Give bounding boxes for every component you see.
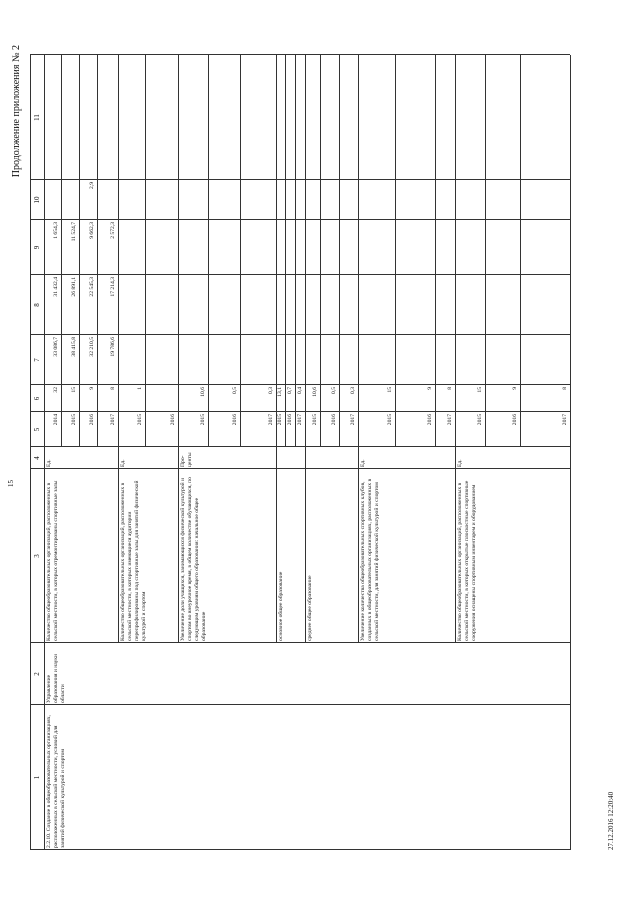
year-cell: 2015: [477, 414, 483, 426]
value-cell-col8: 22 545,3: [89, 277, 95, 297]
value-cell-col7: 19 786,6: [110, 337, 116, 357]
column-border-10: [30, 179, 570, 180]
year-cell: 2015: [312, 414, 318, 426]
year-cell: 2016: [89, 414, 95, 426]
column-header-6: 6: [33, 396, 41, 401]
value-cell-col10: 2,9: [89, 182, 95, 189]
value-cell-col9: 1 654,3: [53, 222, 59, 239]
value-cell-col6: 8: [110, 387, 116, 390]
value-cell-col6: 0,3: [268, 387, 274, 394]
indicator-separator-3: [276, 55, 277, 643]
indicator-name: Количество общеобразовательных организаций, расположенных в сельской местности, в которых отремонтированы спортивные залы: [46, 480, 59, 641]
year-row-border-5-0: [395, 55, 396, 447]
indicator-name: Увеличение доли учащихся, занимающихся физической культурой и спортом во внеурочное время, в общем количестве обучающихся, по следующим уровням общего образования: начальное общее образование: [180, 477, 207, 641]
year-row-border-2-0: [208, 55, 209, 447]
year-cell: 2015: [277, 414, 283, 426]
year-row-border-1-0: [145, 55, 146, 447]
year-cell: 2017: [297, 414, 303, 426]
year-row-border-4-1: [339, 55, 340, 447]
value-cell-col6: 0,3: [350, 387, 356, 394]
value-cell-col6: 8: [562, 387, 568, 390]
value-cell-col6: 10,6: [312, 387, 318, 397]
year-cell: 2015: [71, 414, 77, 426]
year-cell: 2016: [232, 414, 238, 426]
indicator-unit: Ед.: [120, 459, 126, 467]
value-cell-col7: 32 210,5: [89, 337, 95, 357]
value-cell-col6: 9: [427, 387, 433, 390]
indicator-name: Количество общеобразовательных организаций, расположенных в сельской местности, в которых открытые плоскостные спортивные сооружения оснащены спортивным инвентарем и оборудованием: [457, 480, 477, 641]
page-number: 15: [7, 480, 15, 487]
column-header-1: 1: [33, 775, 41, 780]
year-row-border-0-2: [97, 55, 98, 447]
value-cell-col6: 15: [387, 387, 393, 393]
value-cell-col6: 1: [137, 387, 143, 390]
year-row-border-0-1: [79, 55, 80, 447]
year-cell: 2016: [512, 414, 518, 426]
year-cell: 2014: [53, 414, 59, 426]
column-border-0: [30, 849, 570, 850]
column-header-11: 11: [33, 114, 41, 121]
value-cell-col9: 11 524,7: [71, 222, 77, 242]
value-cell-col6: 15: [477, 387, 483, 393]
year-cell: 2016: [287, 414, 293, 426]
column-border-11: [30, 54, 570, 55]
indicator-separator-6: [455, 55, 456, 643]
table-top-border: [30, 55, 31, 850]
year-cell: 2016: [427, 414, 433, 426]
indicator-separator-5: [358, 55, 359, 643]
column-header-3: 3: [33, 554, 41, 558]
column-border-3: [30, 468, 570, 469]
year-cell: 2016: [331, 414, 337, 426]
indicator-name: Увеличение количества общеобразовательных спортивных клубов, созданных в общеобразовательных организациях, расположенных в сельской местности, для занятий физической культурой и спортом: [360, 478, 380, 641]
value-cell-col8: 17 214,3: [110, 277, 116, 297]
indicator-unit: Ед.: [360, 459, 366, 467]
year-row-border-2-1: [240, 55, 241, 447]
year-row-border-4-0: [320, 55, 321, 447]
value-cell-col8: 26 891,1: [71, 277, 77, 297]
year-row-border-3-1: [295, 55, 296, 447]
indicator-name: Количество общеобразовательных организаций, расположенных в сельской местности, в которых имеющиеся аудитории перепрофилированы под спортивные залы для занятий физической культурой и спортом: [120, 480, 147, 641]
year-cell: 2017: [562, 414, 568, 426]
footer-timestamp: 27.12.2016 12:20:40: [607, 791, 615, 850]
column-header-10: 10: [33, 196, 41, 204]
value-cell-col9: 2 572,3: [110, 222, 116, 239]
indicator-name: основное общее образование: [278, 571, 284, 641]
value-cell-col6: 0,4: [297, 387, 303, 394]
year-cell: 2015: [137, 414, 143, 426]
year-cell: 2017: [447, 414, 453, 426]
year-cell: 2015: [200, 414, 206, 426]
column-border-9: [30, 219, 570, 220]
value-cell-col9: 9 662,3: [89, 222, 95, 239]
value-cell-col8: 31 432,4: [53, 277, 59, 297]
year-cell: 2016: [170, 414, 176, 426]
task-name: 2.2.10. Создание в общеобразовательных организациях, расположенных в сельской местности, условий для занятий физической культурой и спортом: [46, 715, 66, 848]
appendix-title: Продолжение приложения № 2: [11, 45, 22, 178]
executor-name: Управление образования и науки области: [46, 654, 66, 703]
indicator-unit: Про-центы: [180, 452, 193, 467]
year-cell: 2017: [110, 414, 116, 426]
column-header-9: 9: [33, 245, 41, 250]
column-header-8: 8: [33, 303, 41, 307]
column-header-2: 2: [33, 672, 41, 676]
value-cell-col6: 13,1: [277, 387, 283, 397]
year-row-border-5-1: [435, 55, 436, 447]
indicator-separator-1: [118, 55, 119, 643]
indicator-separator-2: [178, 55, 179, 643]
value-cell-col7: 33 086,7: [53, 337, 59, 357]
year-row-border-3-0: [285, 55, 286, 447]
value-cell-col6: 15: [71, 387, 77, 393]
indicator-separator-4: [305, 55, 306, 643]
indicator-unit: Ед.: [46, 459, 52, 467]
column-header-7: 7: [33, 358, 41, 362]
indicator-unit: Ед.: [457, 459, 463, 467]
value-cell-col6: 9: [89, 387, 95, 390]
table-bottom-border: [570, 55, 571, 850]
column-border-1: [30, 704, 570, 705]
value-cell-col6: 0,7: [287, 387, 293, 394]
column-border-2: [30, 642, 570, 643]
year-cell: 2017: [268, 414, 274, 426]
column-header-5: 5: [33, 427, 41, 432]
year-cell: 2017: [350, 414, 356, 426]
year-row-border-6-0: [485, 55, 486, 447]
value-cell-col6: 10,6: [200, 387, 206, 397]
value-cell-col6: 0,5: [232, 387, 238, 394]
year-row-border-0-0: [61, 55, 62, 447]
column-header-4: 4: [33, 456, 41, 460]
year-cell: 2015: [387, 414, 393, 426]
value-cell-col6: 9: [512, 387, 518, 390]
indicator-name: среднее общее образование: [307, 575, 313, 641]
value-cell-col6: 32: [53, 387, 59, 393]
value-cell-col7: 38 415,8: [71, 337, 77, 357]
value-cell-col6: 0,5: [331, 387, 337, 394]
value-cell-col6: 8: [447, 387, 453, 390]
year-row-border-6-1: [520, 55, 521, 447]
header-bottom-border: [44, 55, 45, 850]
